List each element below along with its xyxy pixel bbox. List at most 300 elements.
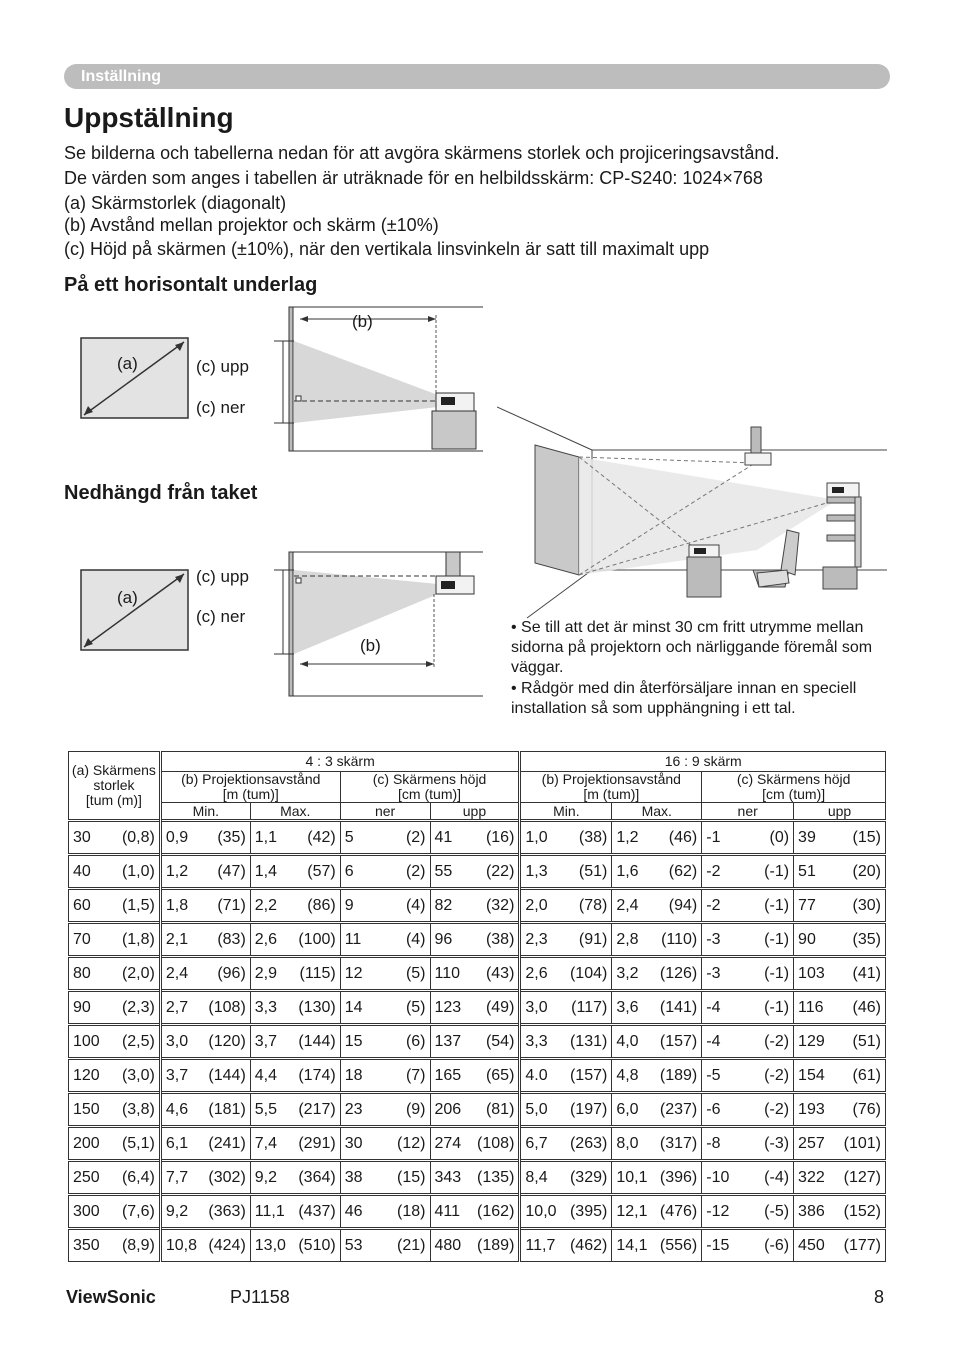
cell-value-alt-unit: (0,8) — [121, 828, 155, 846]
up-header: upp — [794, 803, 886, 821]
cell-value-alt-unit: (46) — [668, 828, 698, 846]
cell-value: 7,4 — [254, 1134, 278, 1152]
horizontal-diagram — [78, 305, 488, 455]
cell-value-alt-unit: (2,3) — [121, 998, 155, 1016]
cell-value-alt-unit: (-4) — [764, 1168, 790, 1186]
cell-value-alt-unit: (117) — [571, 998, 608, 1016]
cell-value: -10 — [706, 1168, 730, 1186]
cell-value: 274 — [434, 1134, 462, 1152]
cell-value-alt-unit: (302) — [208, 1168, 246, 1186]
table-cell — [612, 923, 702, 957]
table-cell — [520, 1025, 612, 1059]
table-cell — [520, 855, 612, 889]
cell-value-alt-unit: (100) — [298, 930, 336, 948]
cell-value-alt-unit: (51) — [578, 862, 608, 880]
cell-value-alt-unit: (363) — [208, 1202, 246, 1220]
cell-value: 123 — [434, 998, 462, 1016]
table-cell — [520, 957, 612, 991]
height-header-43: (c) Skärmens höjd [cm (tum)] — [340, 772, 520, 803]
cell-value-alt-unit: (437) — [298, 1202, 336, 1220]
cell-value-alt-unit: (237) — [659, 1100, 698, 1118]
table-cell — [430, 957, 520, 991]
cell-value: 129 — [798, 1032, 825, 1050]
cell-value-alt-unit: (9) — [405, 1100, 426, 1118]
note-dealer: • Rådgör med din återförsäljare innan en speciell installation så som upphängning i ett tal. — [511, 680, 857, 717]
cell-value-alt-unit: (162) — [477, 1202, 515, 1220]
cell-value: 3,0 — [525, 998, 548, 1016]
table-row — [69, 923, 886, 957]
dist-header-169: (b) Projektionsavstånd [m (tum)] — [520, 772, 702, 803]
cell-value: 322 — [798, 1168, 825, 1186]
table-cell — [250, 991, 340, 1025]
table-row — [69, 1025, 886, 1059]
table-cell — [794, 957, 886, 991]
cell-value: 1,6 — [616, 862, 639, 880]
table-cell — [160, 1195, 250, 1229]
table-cell — [612, 1059, 702, 1093]
cell-value-alt-unit: (83) — [217, 930, 246, 948]
cell-value-alt-unit: (65) — [485, 1066, 515, 1084]
table-cell — [794, 889, 886, 923]
cell-value-alt-unit: (76) — [852, 1100, 881, 1118]
cell-value: 55 — [434, 862, 453, 880]
cell-value-alt-unit: (462) — [569, 1236, 608, 1254]
table-cell — [69, 991, 161, 1025]
cell-value: 2,6 — [254, 930, 278, 948]
ceiling-label-c-down: (c) ner — [196, 607, 246, 626]
page-number: 8 — [874, 1287, 885, 1307]
cell-value-alt-unit: (62) — [668, 862, 698, 880]
cell-value-alt-unit: (41) — [852, 964, 881, 982]
cell-value-alt-unit: (5) — [405, 964, 426, 982]
table-cell — [702, 1229, 794, 1262]
table-cell — [250, 923, 340, 957]
table-cell — [250, 1025, 340, 1059]
table-row — [69, 1059, 886, 1093]
cell-value-alt-unit: (71) — [217, 896, 246, 914]
table-cell — [702, 821, 794, 855]
table-cell — [69, 1059, 161, 1093]
cell-value-alt-unit: (4) — [405, 930, 426, 948]
cell-value: 150 — [73, 1100, 100, 1118]
min-header: Min. — [160, 803, 250, 821]
cell-value: 9 — [344, 896, 354, 914]
cell-value-alt-unit: (47) — [217, 862, 246, 880]
cell-value-alt-unit: (15) — [397, 1168, 426, 1186]
cell-value: 51 — [798, 862, 816, 880]
cell-value-alt-unit: (263) — [569, 1134, 608, 1152]
table-cell — [160, 1093, 250, 1127]
table-cell — [612, 855, 702, 889]
cell-value: -1 — [706, 828, 721, 846]
table-cell — [794, 855, 886, 889]
table-cell — [520, 1161, 612, 1195]
cell-value: 137 — [434, 1032, 462, 1050]
table-cell — [702, 1195, 794, 1229]
cell-value: 3,6 — [616, 998, 639, 1016]
cell-value-alt-unit: (108) — [208, 998, 246, 1016]
cell-value: 2,8 — [616, 930, 639, 948]
cell-value-alt-unit: (6,4) — [121, 1168, 155, 1186]
cell-value: 15 — [344, 1032, 363, 1050]
table-cell — [340, 1025, 430, 1059]
cell-value: -8 — [706, 1134, 721, 1152]
cell-value: 2,3 — [525, 930, 548, 948]
cell-value: 206 — [434, 1100, 462, 1118]
table-cell — [702, 1127, 794, 1161]
cell-value: 12,1 — [616, 1202, 648, 1220]
cell-value-alt-unit: (120) — [208, 1032, 246, 1050]
cell-value-alt-unit: (2,5) — [121, 1032, 155, 1050]
cell-value: 2,6 — [525, 964, 548, 982]
cell-value-alt-unit: (4) — [405, 896, 426, 914]
cell-value: 1,8 — [165, 896, 189, 914]
group-169-header: 16 : 9 skärm — [520, 752, 886, 772]
cell-value-alt-unit: (476) — [659, 1202, 698, 1220]
cell-value: 39 — [798, 828, 816, 846]
cell-value: 11,1 — [254, 1202, 285, 1220]
table-cell — [160, 991, 250, 1025]
cell-value: 4,8 — [616, 1066, 639, 1084]
table-cell — [69, 1195, 161, 1229]
cell-value: 30 — [73, 828, 91, 846]
table-cell — [612, 889, 702, 923]
table-cell — [250, 1195, 340, 1229]
table-cell — [250, 957, 340, 991]
footer-brand: ViewSonic — [66, 1287, 156, 1307]
section-bar — [64, 64, 890, 89]
table-cell — [340, 991, 430, 1025]
table-cell — [69, 1161, 161, 1195]
cell-value: 1,1 — [254, 828, 278, 846]
cell-value-alt-unit: (217) — [298, 1100, 336, 1118]
cell-value: 82 — [434, 896, 453, 914]
cell-value: 6 — [344, 862, 354, 880]
cell-value-alt-unit: (131) — [569, 1032, 608, 1050]
table-row — [69, 1093, 886, 1127]
intro-line-4: (b) Avstånd mellan projektor och skärm (±10%) — [64, 215, 439, 235]
horizontal-label-a: (a) — [117, 354, 138, 373]
cell-value: -4 — [706, 1032, 721, 1050]
cell-value: 60 — [73, 896, 91, 914]
cell-value-alt-unit: (329) — [569, 1168, 608, 1186]
cell-value: -4 — [706, 998, 721, 1016]
cell-value-alt-unit: (177) — [843, 1236, 881, 1254]
horizontal-label-c-down: (c) ner — [196, 398, 246, 417]
cell-value: 9,2 — [165, 1202, 189, 1220]
page-title: Uppställning — [64, 102, 234, 133]
cell-value: 343 — [434, 1168, 462, 1186]
table-cell — [250, 889, 340, 923]
cell-value-alt-unit: (35) — [852, 930, 881, 948]
cell-value-alt-unit: (108) — [477, 1134, 515, 1152]
cell-value-alt-unit: (135) — [477, 1168, 515, 1186]
room-illustration — [497, 405, 892, 620]
cell-value: -3 — [706, 964, 721, 982]
cell-value-alt-unit: (291) — [298, 1134, 336, 1152]
cell-value-alt-unit: (424) — [208, 1236, 246, 1254]
cell-value-alt-unit: (30) — [852, 896, 881, 914]
cell-value-alt-unit: (0) — [769, 828, 790, 846]
cell-value-alt-unit: (2,0) — [121, 964, 155, 982]
table-cell — [160, 1059, 250, 1093]
cell-value: 3,3 — [525, 1032, 548, 1050]
cell-value-alt-unit: (86) — [307, 896, 336, 914]
table-row — [69, 1127, 886, 1161]
table-cell — [794, 1093, 886, 1127]
cell-value-alt-unit: (16) — [485, 828, 515, 846]
table-cell — [520, 821, 612, 855]
cell-value: 14 — [344, 998, 363, 1016]
cell-value: 411 — [434, 1202, 461, 1220]
cell-value-alt-unit: (15) — [852, 828, 881, 846]
table-cell — [702, 923, 794, 957]
cell-value-alt-unit: (81) — [485, 1100, 515, 1118]
cell-value-alt-unit: (7,6) — [121, 1202, 155, 1220]
table-cell — [430, 821, 520, 855]
table-cell — [794, 821, 886, 855]
intro-line-1: Se bilderna och tabellerna nedan för att avgöra skärmens storlek och projiceringsavstånd. — [64, 143, 780, 163]
table-cell — [612, 1195, 702, 1229]
cell-value-alt-unit: (-2) — [764, 1066, 790, 1084]
cell-value: 4,4 — [254, 1066, 278, 1084]
cell-value: 3,2 — [616, 964, 639, 982]
cell-value-alt-unit: (5,1) — [121, 1134, 155, 1152]
cell-value-alt-unit: (-2) — [764, 1100, 790, 1118]
distance-table — [68, 751, 886, 1262]
table-cell — [520, 923, 612, 957]
cell-value: 2,7 — [165, 998, 189, 1016]
cell-value: 80 — [73, 964, 91, 982]
table-cell — [520, 1229, 612, 1262]
max-header: Max. — [250, 803, 340, 821]
cell-value: 6,0 — [616, 1100, 639, 1118]
table-cell — [160, 889, 250, 923]
table-cell — [794, 1195, 886, 1229]
down-header: ner — [702, 803, 794, 821]
cell-value-alt-unit: (21) — [397, 1236, 426, 1254]
table-cell — [160, 923, 250, 957]
cell-value-alt-unit: (174) — [298, 1066, 336, 1084]
table-cell — [612, 1229, 702, 1262]
cell-value: 103 — [798, 964, 825, 982]
cell-value-alt-unit: (3,0) — [121, 1066, 155, 1084]
cell-value: 18 — [344, 1066, 363, 1084]
cell-value-alt-unit: (556) — [659, 1236, 698, 1254]
cell-value-alt-unit: (18) — [397, 1202, 426, 1220]
cell-value-alt-unit: (51) — [852, 1032, 881, 1050]
table-cell — [612, 1025, 702, 1059]
cell-value-alt-unit: (3,8) — [121, 1100, 155, 1118]
cell-value: 2,0 — [525, 896, 548, 914]
cell-value-alt-unit: (152) — [843, 1202, 881, 1220]
cell-value-alt-unit: (-6) — [764, 1236, 790, 1254]
table-cell — [612, 1093, 702, 1127]
horizontal-heading: På ett horisontalt underlag — [64, 274, 318, 296]
table-cell — [250, 855, 340, 889]
cell-value: 1,2 — [616, 828, 639, 846]
cell-value: -5 — [706, 1066, 721, 1084]
table-cell — [702, 1025, 794, 1059]
table-cell — [340, 889, 430, 923]
cell-value: 154 — [798, 1066, 825, 1084]
ceiling-label-b: (b) — [360, 636, 381, 655]
table-cell — [340, 1195, 430, 1229]
cell-value-alt-unit: (32) — [485, 896, 515, 914]
cell-value-alt-unit: (1,0) — [121, 862, 155, 880]
cell-value-alt-unit: (-5) — [764, 1202, 790, 1220]
cell-value: 0,9 — [165, 828, 189, 846]
cell-value: 53 — [344, 1236, 363, 1254]
cell-value: 110 — [434, 964, 461, 982]
cell-value-alt-unit: (43) — [485, 964, 515, 982]
table-cell — [160, 1161, 250, 1195]
cell-value-alt-unit: (189) — [659, 1066, 698, 1084]
cell-value: 96 — [434, 930, 453, 948]
cell-value-alt-unit: (395) — [569, 1202, 608, 1220]
cell-value-alt-unit: (396) — [659, 1168, 698, 1186]
table-cell — [340, 923, 430, 957]
cell-value-alt-unit: (42) — [307, 828, 336, 846]
table-cell — [520, 1093, 612, 1127]
table-cell — [430, 1127, 520, 1161]
cell-value-alt-unit: (-1) — [764, 930, 790, 948]
cell-value: 41 — [434, 828, 453, 846]
cell-value: 5,0 — [525, 1100, 548, 1118]
cell-value-alt-unit: (57) — [307, 862, 336, 880]
table-cell — [160, 1025, 250, 1059]
cell-value-alt-unit: (35) — [217, 828, 246, 846]
cell-value-alt-unit: (1,5) — [121, 896, 155, 914]
table-cell — [69, 1093, 161, 1127]
cell-value: 38 — [344, 1168, 363, 1186]
table-cell — [340, 1093, 430, 1127]
table-cell — [430, 991, 520, 1025]
group-43-header: 4 : 3 skärm — [160, 752, 520, 772]
cell-value: 23 — [344, 1100, 363, 1118]
cell-value-alt-unit: (127) — [843, 1168, 881, 1186]
table-cell — [430, 1229, 520, 1262]
table-cell — [160, 957, 250, 991]
cell-value-alt-unit: (22) — [485, 862, 515, 880]
cell-value: 250 — [73, 1168, 100, 1186]
ceiling-label-a: (a) — [117, 588, 138, 607]
cell-value: 11 — [344, 930, 362, 948]
cell-value: 3,0 — [165, 1032, 189, 1050]
cell-value: 90 — [73, 998, 91, 1016]
cell-value-alt-unit: (5) — [405, 998, 426, 1016]
cell-value: -3 — [706, 930, 721, 948]
table-cell — [250, 1093, 340, 1127]
cell-value-alt-unit: (12) — [397, 1134, 426, 1152]
intro-line-5: (c) Höjd på skärmen (±10%), när den vertikala linsvinkeln är satt till maximalt upp — [64, 239, 710, 259]
table-cell — [250, 1059, 340, 1093]
table-cell — [69, 889, 161, 923]
ceiling-label-c-up: (c) upp — [196, 567, 249, 586]
table-cell — [430, 1195, 520, 1229]
table-row — [69, 991, 886, 1025]
cell-value-alt-unit: (144) — [298, 1032, 336, 1050]
cell-value-alt-unit: (54) — [485, 1032, 515, 1050]
table-cell — [612, 821, 702, 855]
table-cell — [340, 821, 430, 855]
cell-value-alt-unit: (189) — [477, 1236, 515, 1254]
cell-value: -12 — [706, 1202, 730, 1220]
table-cell — [69, 821, 161, 855]
size-header: (a) Skärmens storlek [tum (m)] — [69, 752, 161, 821]
table-cell — [250, 821, 340, 855]
cell-value-alt-unit: (197) — [569, 1100, 608, 1118]
table-cell — [612, 1161, 702, 1195]
cell-value: 40 — [73, 862, 91, 880]
cell-value-alt-unit: (8,9) — [121, 1236, 155, 1254]
cell-value: 300 — [73, 1202, 100, 1220]
cell-value-alt-unit: (6) — [405, 1032, 426, 1050]
cell-value-alt-unit: (61) — [852, 1066, 881, 1084]
cell-value-alt-unit: (157) — [569, 1066, 608, 1084]
table-cell — [160, 1229, 250, 1262]
cell-value: 10,0 — [525, 1202, 557, 1220]
cell-value: 2,2 — [254, 896, 278, 914]
up-header: upp — [430, 803, 520, 821]
cell-value: 11,7 — [525, 1236, 556, 1254]
table-cell — [160, 1127, 250, 1161]
intro-line-2: De värden som anges i tabellen är uträknade för en helbildsskärm: CP-S240: 1024×768 — [64, 168, 763, 188]
cell-value: 90 — [798, 930, 816, 948]
table-cell — [340, 957, 430, 991]
cell-value: 2,9 — [254, 964, 278, 982]
cell-value: 13,0 — [254, 1236, 286, 1254]
cell-value-alt-unit: (38) — [485, 930, 515, 948]
cell-value-alt-unit: (2) — [405, 862, 426, 880]
cell-value-alt-unit: (181) — [208, 1100, 246, 1118]
cell-value-alt-unit: (126) — [659, 964, 698, 982]
table-cell — [794, 991, 886, 1025]
cell-value: 2,1 — [165, 930, 189, 948]
cell-value: 100 — [73, 1032, 100, 1050]
table-cell — [702, 1161, 794, 1195]
cell-value: 10,1 — [616, 1168, 648, 1186]
cell-value: 165 — [434, 1066, 462, 1084]
cell-value: 257 — [798, 1134, 825, 1152]
cell-value: 2,4 — [616, 896, 639, 914]
horizontal-label-c-up: (c) upp — [196, 357, 249, 376]
table-cell — [250, 1229, 340, 1262]
cell-value-alt-unit: (-2) — [764, 1032, 790, 1050]
cell-value: 4,0 — [616, 1032, 639, 1050]
table-cell — [702, 957, 794, 991]
table-cell — [340, 1059, 430, 1093]
cell-value-alt-unit: (94) — [668, 896, 698, 914]
table-cell — [160, 821, 250, 855]
table-cell — [702, 855, 794, 889]
table-cell — [794, 1229, 886, 1262]
cell-value-alt-unit: (130) — [298, 998, 336, 1016]
table-row — [69, 957, 886, 991]
table-cell — [702, 1093, 794, 1127]
cell-value: 120 — [73, 1066, 100, 1084]
table-cell — [430, 889, 520, 923]
cell-value-alt-unit: (38) — [578, 828, 608, 846]
cell-value: 8,0 — [616, 1134, 639, 1152]
cell-value: -2 — [706, 862, 721, 880]
cell-value: 350 — [73, 1236, 100, 1254]
cell-value-alt-unit: (241) — [208, 1134, 246, 1152]
cell-value: 386 — [798, 1202, 825, 1220]
cell-value: 3,7 — [254, 1032, 278, 1050]
cell-value-alt-unit: (144) — [208, 1066, 246, 1084]
table-cell — [430, 1161, 520, 1195]
